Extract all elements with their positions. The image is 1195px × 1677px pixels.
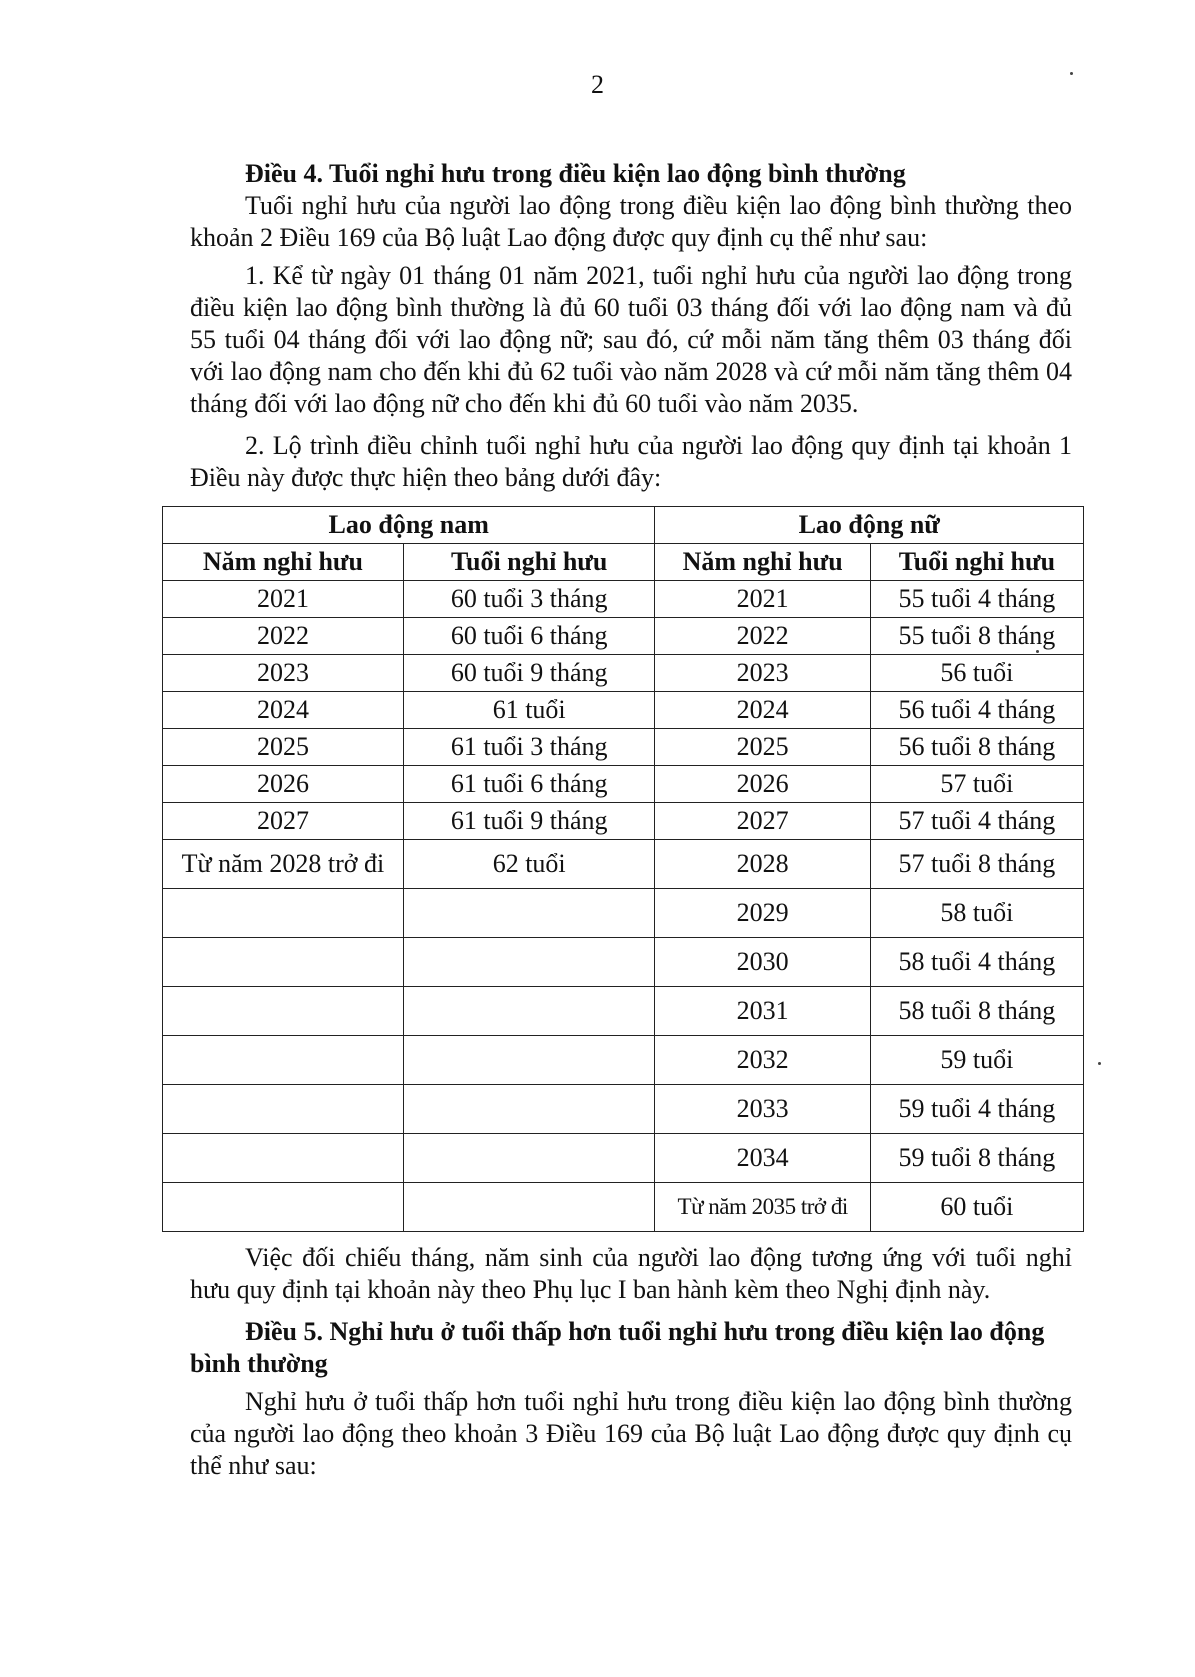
article4-heading: Điều 4. Tuổi nghỉ hưu trong điều kiện lao động bình thường — [245, 159, 906, 188]
table-row — [163, 729, 1084, 766]
table-body — [163, 581, 1084, 1232]
female-age-cell: 58 tuổi 8 tháng — [870, 987, 1083, 1036]
female-age-cell: 59 tuổi — [870, 1036, 1083, 1085]
article4-intro: Tuổi nghỉ hưu của người lao động trong điều kiện lao động bình thường theo khoản 2 Điều 169 của Bộ luật Lao động được quy định cụ thể như sau: — [190, 191, 1072, 252]
male-age-cell: 60 tuổi 3 tháng — [403, 581, 655, 618]
female-year-cell: 2024 — [655, 692, 870, 729]
female-year-cell: 2021 — [655, 581, 870, 618]
article5-heading: Điều 5. Nghỉ hưu ở tuổi thấp hơn tuổi nghỉ hưu trong điều kiện lao động bình thường — [190, 1317, 1045, 1378]
male-age-cell: 61 tuổi — [403, 692, 655, 729]
male-year-cell — [163, 938, 404, 987]
female-age-cell: 57 tuổi 4 tháng — [870, 803, 1083, 840]
document-body — [181, 158, 1072, 1482]
table-row — [163, 766, 1084, 803]
retirement-age-table — [162, 506, 1084, 1232]
table-row — [163, 1036, 1084, 1085]
table-row — [163, 938, 1084, 987]
table-row — [163, 692, 1084, 729]
scan-speck — [1098, 1062, 1101, 1065]
male-year-cell — [163, 1036, 404, 1085]
table-row — [163, 840, 1084, 889]
female-year-cell: 2027 — [655, 803, 870, 840]
male-age-cell: 60 tuổi 6 tháng — [403, 618, 655, 655]
female-age-cell: 56 tuổi — [870, 655, 1083, 692]
header-female-year: Năm nghỉ hưu — [655, 544, 870, 581]
female-age-cell: 59 tuổi 4 tháng — [870, 1085, 1083, 1134]
table-row — [163, 581, 1084, 618]
table-row — [163, 618, 1084, 655]
male-year-cell: 2021 — [163, 581, 404, 618]
male-year-cell — [163, 1134, 404, 1183]
scan-speck — [1070, 72, 1073, 75]
male-year-cell — [163, 1183, 404, 1232]
female-age-cell: 59 tuổi 8 tháng — [870, 1134, 1083, 1183]
female-year-cell: 2031 — [655, 987, 870, 1036]
female-age-cell: 55 tuổi 8 tháng — [870, 618, 1083, 655]
female-age-cell: 60 tuổi — [870, 1183, 1083, 1232]
male-age-cell — [403, 1036, 655, 1085]
male-age-cell: 60 tuổi 9 tháng — [403, 655, 655, 692]
page-number: 2 — [591, 70, 604, 99]
female-year-cell: 2025 — [655, 729, 870, 766]
female-year-cell: 2028 — [655, 840, 870, 889]
female-year-cell: 2030 — [655, 938, 870, 987]
female-year-cell: 2034 — [655, 1134, 870, 1183]
male-age-cell — [403, 889, 655, 938]
male-year-cell: 2027 — [163, 803, 404, 840]
female-age-cell: 57 tuổi 8 tháng — [870, 840, 1083, 889]
after-table-note: Việc đối chiếu tháng, năm sinh của người lao động tương ứng với tuổi nghỉ hưu quy định tại khoản này theo Phụ lục I ban hành kèm theo Nghị định này. — [190, 1243, 1072, 1304]
male-year-cell: Từ năm 2028 trở đi — [163, 840, 404, 889]
table-row — [163, 1183, 1084, 1232]
female-year-cell: 2032 — [655, 1036, 870, 1085]
male-age-cell — [403, 987, 655, 1036]
header-male-group: Lao động nam — [163, 507, 655, 544]
male-age-cell — [403, 1183, 655, 1232]
male-year-cell — [163, 1085, 404, 1134]
article5-intro: Nghỉ hưu ở tuổi thấp hơn tuổi nghỉ hưu trong điều kiện lao động bình thường của người lao động theo khoản 3 Điều 169 của Bộ luật Lao động được quy định cụ thể như sau: — [190, 1387, 1072, 1480]
table-row — [163, 1085, 1084, 1134]
female-age-cell: 57 tuổi — [870, 766, 1083, 803]
table-row — [163, 803, 1084, 840]
male-age-cell — [403, 1085, 655, 1134]
male-year-cell: 2024 — [163, 692, 404, 729]
header-female-group: Lao động nữ — [655, 507, 1084, 544]
male-year-cell: 2022 — [163, 618, 404, 655]
male-age-cell: 61 tuổi 9 tháng — [403, 803, 655, 840]
table-row — [163, 655, 1084, 692]
male-age-cell — [403, 1134, 655, 1183]
female-age-cell: 56 tuổi 4 tháng — [870, 692, 1083, 729]
male-age-cell: 61 tuổi 3 tháng — [403, 729, 655, 766]
table-row — [163, 1134, 1084, 1183]
female-year-cell: 2026 — [655, 766, 870, 803]
male-year-cell — [163, 889, 404, 938]
scan-speck — [1036, 650, 1039, 653]
female-age-cell: 56 tuổi 8 tháng — [870, 729, 1083, 766]
female-year-cell: 2023 — [655, 655, 870, 692]
female-age-cell: 58 tuổi 4 tháng — [870, 938, 1083, 987]
table-row — [163, 987, 1084, 1036]
header-male-year: Năm nghỉ hưu — [163, 544, 404, 581]
male-age-cell: 62 tuổi — [403, 840, 655, 889]
header-male-age: Tuổi nghỉ hưu — [403, 544, 655, 581]
article4-clause2: 2. Lộ trình điều chỉnh tuổi nghỉ hưu của người lao động quy định tại khoản 1 Điều này được thực hiện theo bảng dưới đây: — [190, 431, 1072, 492]
female-age-cell: 55 tuổi 4 tháng — [870, 581, 1083, 618]
article4-clause1: 1. Kể từ ngày 01 tháng 01 năm 2021, tuổi nghỉ hưu của người lao động trong điều kiện lao động bình thường là đủ 60 tuổi 03 tháng đối với lao động nam và đủ 55 tuổi 04 tháng đối với lao động nữ; sau đó, cứ mỗi năm tăng thêm 03 tháng đối với lao động nam cho đến khi đủ 62 tuổi vào năm 2028 và cứ mỗi năm tăng thêm 04 tháng đối với lao động nữ cho đến khi đủ 60 tuổi vào năm 2035. — [190, 261, 1072, 418]
male-age-cell — [403, 938, 655, 987]
male-year-cell: 2026 — [163, 766, 404, 803]
header-female-age: Tuổi nghỉ hưu — [870, 544, 1083, 581]
male-year-cell — [163, 987, 404, 1036]
female-year-cell: 2022 — [655, 618, 870, 655]
male-year-cell: 2023 — [163, 655, 404, 692]
male-age-cell: 61 tuổi 6 tháng — [403, 766, 655, 803]
table-row — [163, 889, 1084, 938]
male-year-cell: 2025 — [163, 729, 404, 766]
female-age-cell: 58 tuổi — [870, 889, 1083, 938]
female-year-cell: 2029 — [655, 889, 870, 938]
female-year-cell: Từ năm 2035 trở đi — [655, 1183, 870, 1232]
female-year-cell: 2033 — [655, 1085, 870, 1134]
